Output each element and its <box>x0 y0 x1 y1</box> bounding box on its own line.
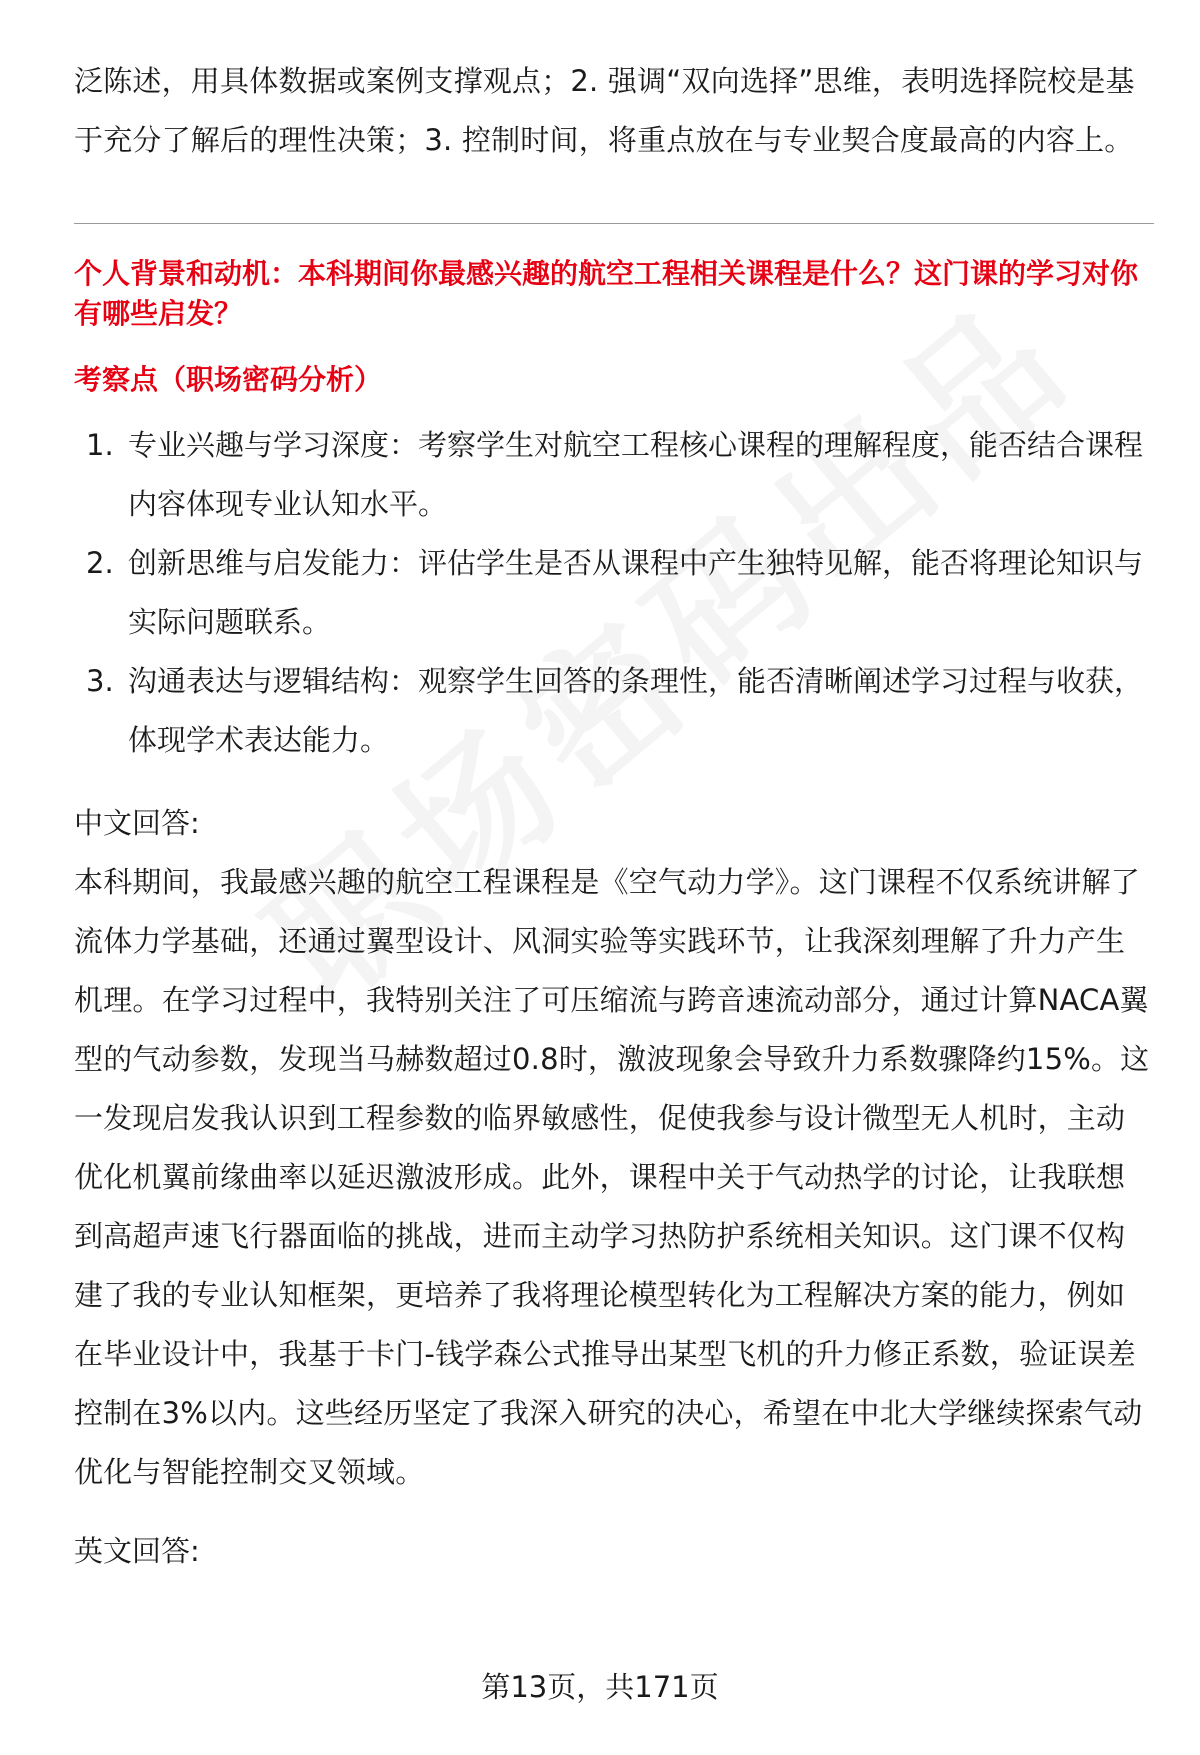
english-answer-label: 英文回答: <box>74 1534 200 1568</box>
list-item-text: 沟通表达与逻辑结构：观察学生回答的条理性，能否清晰阐述学习过程与收获，体现学术表达能力。 <box>128 664 1144 757</box>
chinese-answer-text: 本科期间，我最感兴趣的航空工程课程是《空气动力学》。这门课程不仅系统讲解了流体力学基础，还通过翼型设计、风洞实验等实践环节，让我深刻理解了升力产生机理。在学习过程中，我特别关注了可压缩流与跨音速流动部分，通过计算NACA翼型的气动参数，发现当马赫数超过0.8时，激波现象会导致升力系数骤降约15%。这一发现启发我认识到工程参数的临界敏感性，促使我参与设计微型无人机时，主动优化机翼前缘曲率以延迟激波形成。此外，课程中关于气动热学的讨论，让我联想到高超声速飞行器面临的挑战，进而主动学习热防护系统相关知识。这门课不仅构建了我的专业认知框架，更培养了我将理论模型转化为工程解决方案的能力，例如在毕业设计中，我基于卡门-钱学森公式推导出某型飞机的升力修正系数，验证误差控制在3%以内。这些经历坚定了我深入研究的决心，希望在中北大学继续探索气动优化与智能控制交叉领域。 <box>74 865 1150 1489</box>
page-number: 第13页，共171页 <box>481 1670 719 1704</box>
list-item-text: 创新思维与启发能力：评估学生是否从课程中产生独特见解，能否将理论知识与实际问题联系。 <box>128 546 1144 639</box>
chinese-answer-label: 中文回答: <box>74 806 200 840</box>
question-heading: 个人背景和动机：本科期间你最感兴趣的航空工程相关课程是什么？这门课的学习对你有哪些启发？ <box>74 257 1139 330</box>
list-item-number: 2. <box>86 546 114 580</box>
assessment-title: 考察点（职场密码分析） <box>74 363 383 396</box>
list-item-number: 1. <box>86 428 114 462</box>
list-item <box>74 652 1154 770</box>
list-item <box>74 534 1154 652</box>
list-item-number: 3. <box>86 664 114 698</box>
list-item-text: 专业兴趣与学习深度：考察学生对航空工程核心课程的理解程度，能否结合课程内容体现专业认知水平。 <box>128 428 1144 521</box>
intro-paragraph: 泛陈述，用具体数据或案例支撑观点；2. 强调“双向选择”思维，表明选择院校是基于充分了解后的理性决策；3. 控制时间，将重点放在与专业契合度最高的内容上。 <box>74 64 1135 157</box>
assessment-points-list <box>74 416 1154 770</box>
page-content <box>74 52 1154 1581</box>
section-divider <box>74 223 1154 224</box>
list-item <box>74 416 1154 534</box>
